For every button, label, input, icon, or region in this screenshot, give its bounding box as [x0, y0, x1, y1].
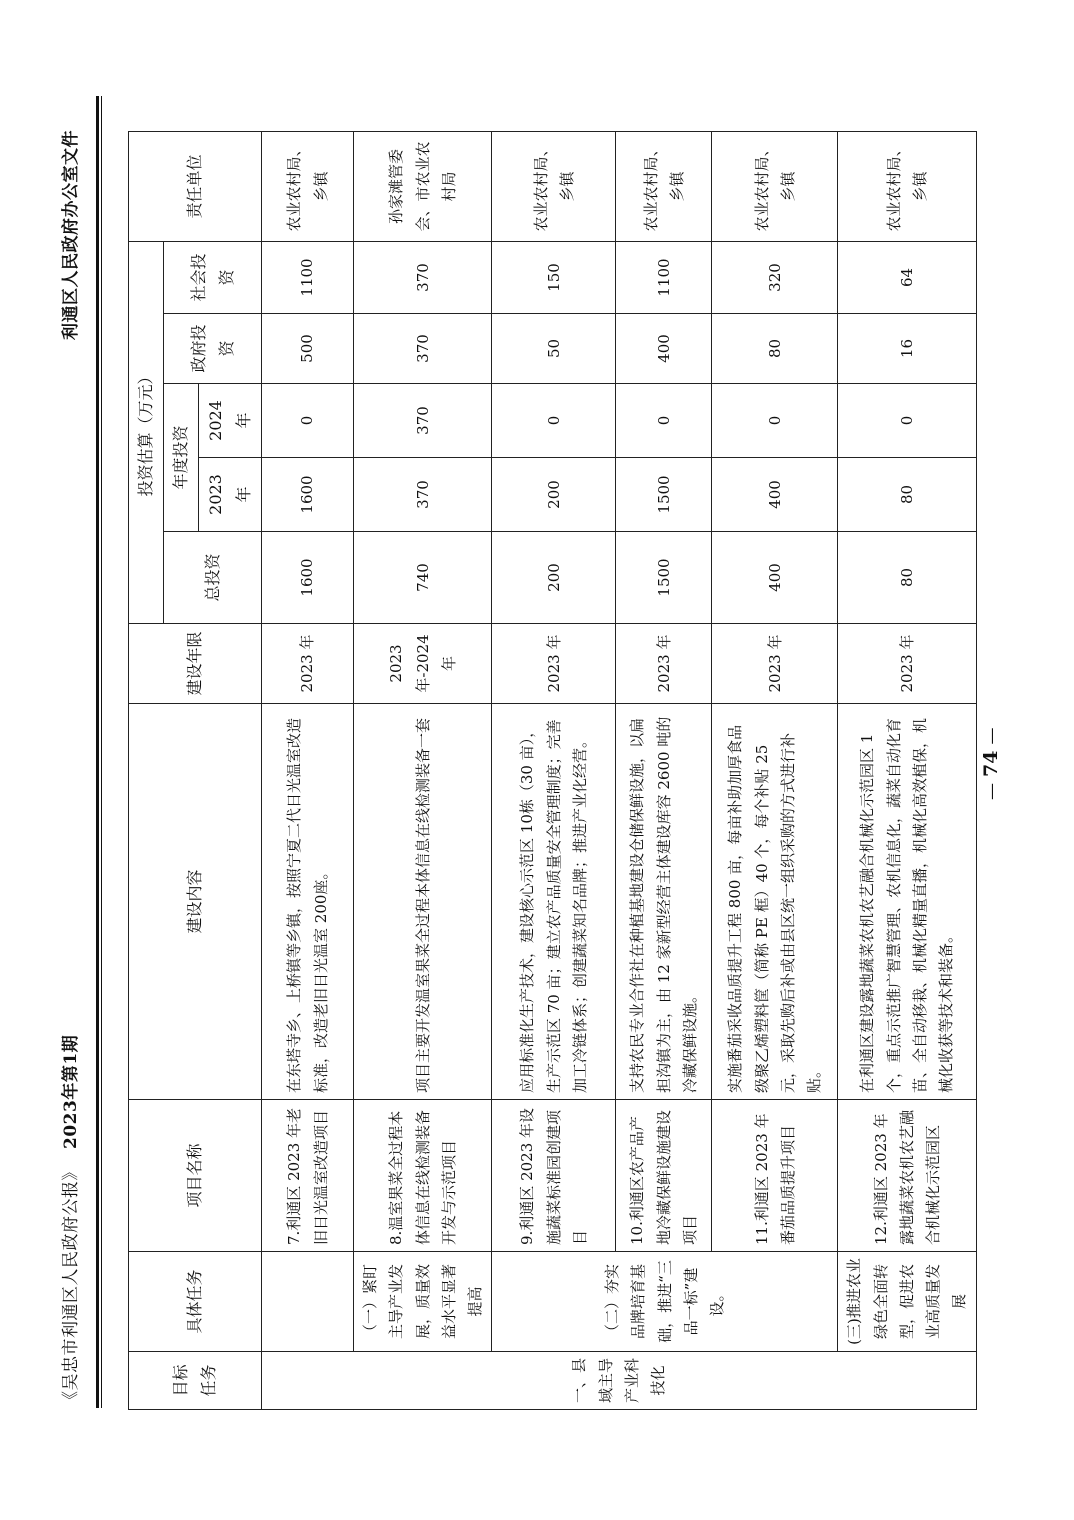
- project-content: 应用标准化生产技术，建设核心示范区 10栋（30 亩），生产示范区 70 亩；建立农产品质量安全管理制度；完善加工冷链体系；创建蔬菜知名品牌；推进产业化经营。: [492, 704, 616, 1100]
- investment-2023: 370: [354, 458, 492, 532]
- header-rule-thick: [96, 96, 99, 1408]
- project-period: 2023 年: [262, 624, 354, 704]
- investment-2023: 200: [492, 458, 616, 532]
- header-dept: 责任单位: [129, 132, 262, 242]
- table-row: [712, 132, 838, 1410]
- responsible-dept: 农业农村局、乡镇: [838, 132, 976, 242]
- header-annual: 年度投资: [164, 384, 199, 532]
- project-period: 2023 年: [712, 624, 838, 704]
- gov-investment: 80: [712, 314, 838, 384]
- responsible-dept: 农业农村局、乡镇: [262, 132, 354, 242]
- investment-2024: 370: [354, 384, 492, 458]
- social-investment: 320: [712, 242, 838, 314]
- target-group-cell: 一、县域主导产业科技化: [262, 1352, 977, 1410]
- journal-header: [56, 1035, 81, 1408]
- project-content: 在东塔寺乡、上桥镇等乡镇，按照宁夏二代日光温室改造标准，改造老旧日光温室 200座。: [262, 704, 354, 1100]
- header-period: 建设年限: [129, 624, 262, 704]
- task-cell: (三)推进农业绿色全面转型，促进农业高质量发展: [838, 1252, 976, 1352]
- table-row: [616, 132, 712, 1410]
- investment-2024: 0: [838, 384, 976, 458]
- table-row: [354, 132, 492, 1410]
- gov-investment: 16: [838, 314, 976, 384]
- investment-2024: 0: [616, 384, 712, 458]
- investment-2024: 0: [712, 384, 838, 458]
- project-period: 2023 年: [616, 624, 712, 704]
- investment-2023: 400: [712, 458, 838, 532]
- investment-2024: 0: [492, 384, 616, 458]
- social-investment: 150: [492, 242, 616, 314]
- header-gov: 政府投资: [164, 314, 262, 384]
- social-investment: 1100: [262, 242, 354, 314]
- header-target: 目标任务: [129, 1352, 262, 1410]
- total-investment: 1600: [262, 532, 354, 624]
- task-cell: （一）紧盯主导产业发展，质量效益水平显著提高: [354, 1252, 492, 1352]
- header-investment: 投资估算（万元）: [129, 242, 164, 624]
- header-task: 具体任务: [129, 1252, 262, 1352]
- gov-investment: 500: [262, 314, 354, 384]
- header-rule-thin: [101, 96, 102, 1408]
- project-name: 7.利通区 2023 年老旧日光温室改造项目: [262, 1100, 354, 1252]
- project-name: 10.利通区农产品产地冷藏保鲜设施建设项目: [616, 1100, 712, 1252]
- total-investment: 400: [712, 532, 838, 624]
- project-content: 支持农民专业合作社在种植基地建设仓储保鲜设施，以扁担沟镇为主，由 12 家新型经营主体建设库容 2600 吨的冷藏保鲜设施。: [616, 704, 712, 1100]
- header-project: 项目名称: [129, 1100, 262, 1252]
- gov-investment: 370: [354, 314, 492, 384]
- total-investment: 80: [838, 532, 976, 624]
- project-period: 2023 年: [492, 624, 616, 704]
- task-cell-empty: [262, 1252, 354, 1352]
- project-name: 12.利通区 2023 年露地蔬菜农机农艺融合机械化示范园区: [838, 1100, 976, 1252]
- table-row: [262, 132, 354, 1410]
- header-2023: 2023 年: [199, 458, 262, 532]
- investment-2023: 80: [838, 458, 976, 532]
- task-cell: （二）夯实品牌培育基础，推进“三品一标”建设。: [492, 1252, 838, 1352]
- investment-2023: 1500: [616, 458, 712, 532]
- issue-label: 2023年第1期: [61, 1034, 81, 1149]
- total-investment: 1500: [616, 532, 712, 624]
- investment-2024: 0: [262, 384, 354, 458]
- page-number: —74—: [980, 727, 1002, 800]
- project-name: 8.温室果菜全过程本体信息在线检测装备开发与示范项目: [354, 1100, 492, 1252]
- social-investment: 370: [354, 242, 492, 314]
- project-content: 实施番茄采收品质提升工程 800 亩，每亩补助加厚食品级聚乙烯塑料筐（简称 PE 框）40 个，每个补贴 25 元，采取先购后补或由县区统一组织采购的方式进行补贴。: [712, 704, 838, 1100]
- project-period: 2023 年: [838, 624, 976, 704]
- header-social: 社会投资: [164, 242, 262, 314]
- header-2024: 2024 年: [199, 384, 262, 458]
- table-row: [492, 132, 616, 1410]
- header-total: 总投资: [164, 532, 262, 624]
- responsible-dept: 孙家滩管委会、市农业农村局: [354, 132, 492, 242]
- gov-investment: 400: [616, 314, 712, 384]
- gov-investment: 50: [492, 314, 616, 384]
- social-investment: 1100: [616, 242, 712, 314]
- project-period: 2023 年-2024 年: [354, 624, 492, 704]
- header-content: 建设内容: [129, 704, 262, 1100]
- project-content: 在利通区建设露地蔬菜农机农艺融合机械化示范园区 1 个，重点示范推广智慧管理、农机信息化，蔬菜自动化育苗、全自动移栽、机械化精量直播，机械化高效植保，机械化收获等技术和装备。: [838, 704, 976, 1100]
- responsible-dept: 农业农村局、乡镇: [616, 132, 712, 242]
- project-content: 项目主要开发温室果菜全过程本体信息在线检测装备一套: [354, 704, 492, 1100]
- social-investment: 64: [838, 242, 976, 314]
- total-investment: 740: [354, 532, 492, 624]
- project-table: [128, 131, 977, 1410]
- page-number-value: 74: [980, 750, 1002, 777]
- responsible-dept: 农业农村局、乡镇: [492, 132, 616, 242]
- table-row: [838, 132, 976, 1410]
- project-name: 11.利通区 2023 年番茄品质提升项目: [712, 1100, 838, 1252]
- journal-title: 《吴忠市利通区人民政府公报》: [61, 1163, 81, 1408]
- project-name: 9.利通区 2023 年设施蔬菜标准园创建项目: [492, 1100, 616, 1252]
- responsible-dept: 农业农村局、乡镇: [712, 132, 838, 242]
- office-header: 利通区人民政府办公室文件: [61, 130, 81, 340]
- total-investment: 200: [492, 532, 616, 624]
- investment-2023: 1600: [262, 458, 354, 532]
